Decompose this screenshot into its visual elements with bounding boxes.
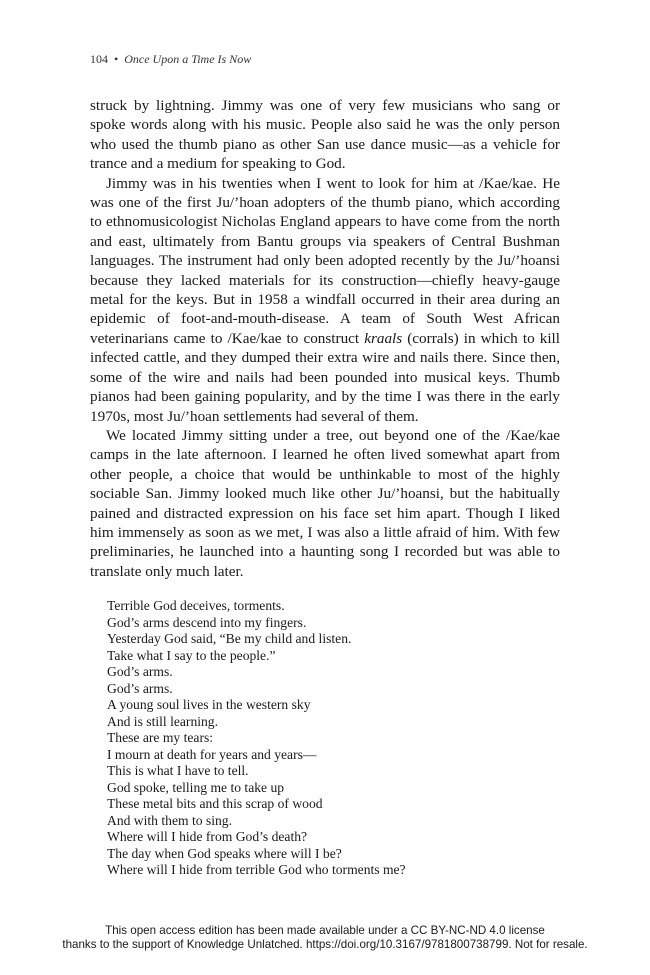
verse-line: These are my tears:	[107, 730, 214, 745]
page-number: 104	[90, 52, 108, 66]
verse-line: A young soul lives in the western sky	[107, 697, 311, 712]
verse-line: And with them to sing.	[107, 812, 232, 828]
paragraph-2	[90, 174, 560, 426]
verse-line: God’s arms descend into my fingers.	[107, 614, 307, 630]
italic-term-kraals: kraals	[364, 329, 403, 347]
verse-line: This is what I have to tell.	[107, 763, 249, 778]
verse-line: God’s arms.	[107, 680, 173, 696]
verse-line: God spoke, telling me to take up	[107, 779, 285, 795]
verse-line: Where will I hide from God’s death?	[107, 829, 308, 844]
verse-line: Take what I say to the people.”	[107, 647, 276, 663]
bullet-separator: •	[114, 52, 119, 66]
license-line-1: This open access edition has been made available under a CC BY-NC-ND 4.0 license	[105, 924, 545, 937]
verse-line: Where will I hide from terrible God who torments me?	[107, 862, 406, 877]
song-verse	[107, 598, 406, 879]
license-footer	[0, 924, 650, 952]
verse-line: Terrible God deceives, torments.	[107, 598, 285, 613]
verse-line: Yesterday God said, “Be my child and listen.	[107, 631, 352, 646]
verse-line: And is still learning.	[107, 713, 219, 729]
verse-line: I mourn at death for years and years—	[107, 746, 317, 762]
license-line-2: thanks to the support of Knowledge Unlatched. https://doi.org/10.3167/9781800738799. Not for resale.	[62, 938, 588, 951]
book-title: Once Upon a Time Is Now	[124, 52, 252, 66]
verse-line: These metal bits and this scrap of wood	[107, 796, 323, 811]
paragraph-2-text-after: (corrals) in which to kill infected cattle, and they dumped their extra wire and nails there. Since then, some of the wire and nails had been pounded into musical keys. Thumb pianos had been gaining popularity, and by the time I was there in the early 1970s, most Ju/’hoan settlements had several of them.	[90, 329, 560, 425]
paragraph-2-text: Jimmy was in his twenties when I went to look for him at /Kae/kae. He was one of the first Ju/’hoan adopters of the thumb piano, which according to ethnomusicologist Nicholas England appears to have come from the north and east, ultimately from Bantu groups via speakers of Central Bushman languages. The instrument had only been adopted recently by the Ju/’hoansi because they lacked materials for its construction—chiefly heavy-gauge metal for the keys. But in 1958 a windfall occurred in their area during an epidemic of foot-and-mouth-disease. A team of South West African veterinarians came to /Kae/kae to construct	[90, 174, 560, 347]
running-head	[90, 52, 251, 67]
body-text	[90, 96, 560, 581]
verse-line: The day when God speaks where will I be?	[107, 845, 342, 861]
paragraph-3: We located Jimmy sitting under a tree, out beyond one of the /Kae/kae camps in the late afternoon. I learned he often lived somewhat apart from other people, a choice that would be unthinkable to most of the highly sociable San. Jimmy looked much like other Ju/’hoansi, but the habitually pained and distracted expression on his face set him apart. Though I liked him immensely as soon as we met, I was also a little afraid of him. With few preliminaries, he launched into a haunting song I recorded but was able to translate only much later.	[90, 426, 560, 580]
paragraph-1: struck by lightning. Jimmy was one of very few musicians who sang or spoke words along with his music. People also said he was the only person who used the thumb piano as other San use dance music—as a vehicle for trance and a medium for speaking to God.	[90, 97, 560, 173]
verse-line: God’s arms.	[107, 664, 173, 679]
